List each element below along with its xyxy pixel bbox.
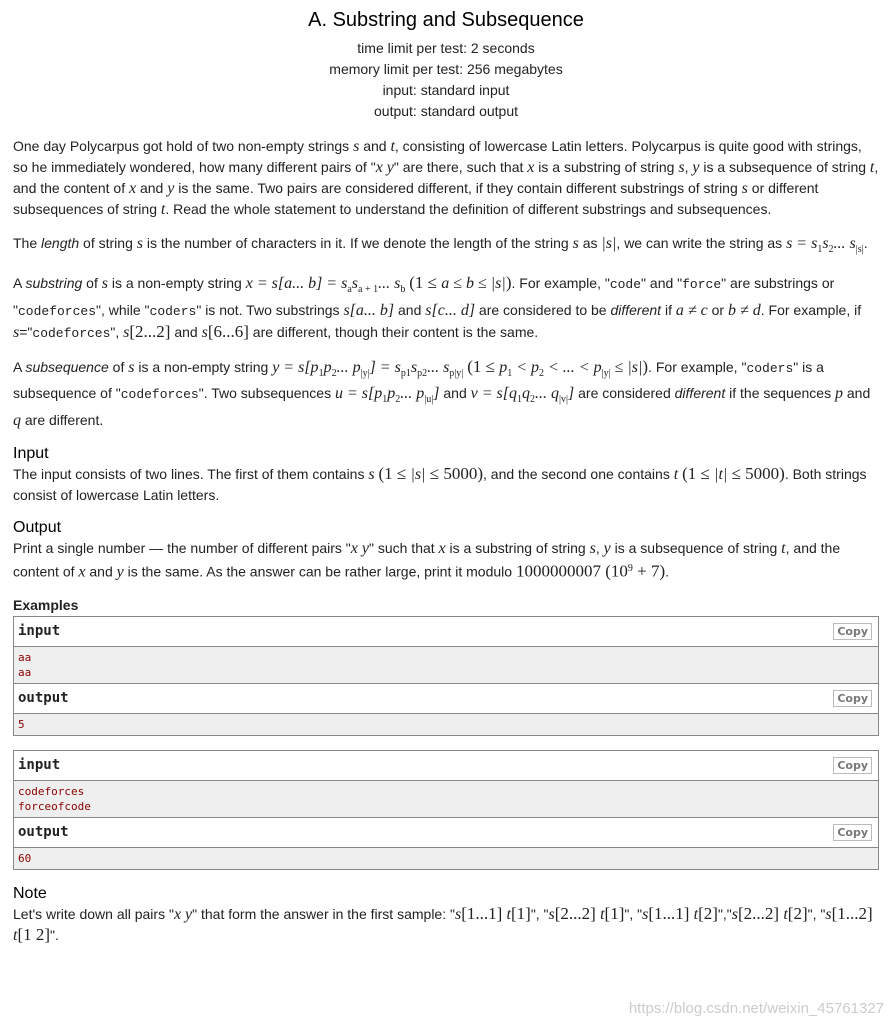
- math: t: [693, 905, 699, 923]
- output-label: output: [18, 690, 69, 707]
- text: ". Two subsequences: [198, 385, 335, 402]
- text: is a subsequence of string: [610, 540, 782, 557]
- subsequence-paragraph: [13, 357, 879, 432]
- subscript: |u|: [424, 394, 434, 406]
- math: x: [78, 563, 86, 581]
- math: |s|: [601, 235, 617, 252]
- math: s: [572, 235, 579, 252]
- text: One day Polycarpus got hold of two non-empty strings: [13, 138, 354, 154]
- text: Let's write down all pairs ": [13, 905, 174, 922]
- text: ", ": [807, 905, 826, 922]
- text: are considered: [574, 385, 675, 402]
- math: s: [13, 323, 20, 341]
- math: t: [600, 905, 605, 923]
- text: .: [863, 235, 868, 251]
- math: t: [390, 138, 395, 155]
- subscript: 1: [516, 394, 522, 406]
- math: s: [351, 274, 359, 292]
- math-number: [1]: [604, 903, 625, 923]
- text: " are substrings or ": [13, 274, 835, 318]
- math-number: [6...6]: [207, 321, 249, 341]
- copy-output-button[interactable]: Copy: [833, 690, 872, 707]
- math: s: [822, 235, 829, 252]
- text: or different subsequences of string: [13, 180, 819, 217]
- subscript: |s|: [855, 243, 864, 255]
- subscript: |y|: [601, 367, 611, 379]
- text: is a substring of string: [534, 159, 679, 175]
- text: ,: [684, 159, 693, 175]
- subscript: 1: [318, 367, 324, 379]
- copy-input-button[interactable]: Copy: [833, 623, 872, 640]
- math: v = s[q: [470, 385, 517, 403]
- math-number: [2]: [787, 903, 808, 923]
- output-data: [14, 714, 878, 735]
- emphasis: substring: [25, 274, 83, 291]
- math: s: [741, 180, 748, 197]
- input-spec: [13, 464, 879, 505]
- text: " is a subsequence of ": [13, 358, 824, 402]
- problem-limits: [13, 38, 879, 122]
- text: ".: [50, 926, 59, 943]
- math: s: [589, 540, 596, 558]
- output-header: [14, 818, 878, 848]
- math-number: [2...2]: [738, 903, 784, 923]
- input-data: [14, 647, 878, 684]
- output-line: 5: [18, 717, 25, 731]
- math: ] = s: [369, 358, 401, 376]
- legend-paragraph: [13, 136, 879, 220]
- output-file: output: standard output: [374, 103, 518, 119]
- text: , and the second one contains: [483, 466, 674, 483]
- text: and: [136, 180, 168, 196]
- text: , we can write the string as: [616, 235, 787, 251]
- math: b ≠ d: [727, 301, 761, 319]
- math: a ≠ c: [675, 301, 708, 319]
- math: < ... < p: [544, 358, 602, 376]
- math-number: [2]: [698, 903, 718, 923]
- math: y: [603, 540, 611, 558]
- text: of: [82, 274, 102, 291]
- math: s: [201, 323, 208, 341]
- text: The: [13, 235, 42, 251]
- code: coders: [149, 303, 197, 319]
- text: , and the content of: [13, 540, 841, 580]
- input-data: [14, 781, 878, 818]
- output-data: [14, 848, 878, 869]
- math: p: [499, 358, 508, 376]
- input-file: input: standard input: [382, 82, 510, 98]
- code: codeforces: [32, 325, 111, 341]
- math: ... q: [534, 385, 559, 403]
- math-number: [1]: [510, 903, 531, 923]
- watermark: https://blog.csdn.net/weixin_45761327: [628, 1000, 884, 1017]
- math-number: (1 ≤: [682, 464, 715, 484]
- subscript: a + 1: [358, 283, 379, 295]
- text: is a non-empty string: [134, 358, 273, 375]
- text: of: [108, 358, 129, 375]
- output-heading: Output: [13, 519, 62, 537]
- text: are considered to be: [475, 301, 611, 318]
- text: and: [394, 301, 426, 318]
- note-heading: Note: [13, 884, 47, 902]
- math: t: [783, 905, 788, 923]
- text: is the same. As the answer can be rather large, print it modulo: [123, 563, 516, 580]
- subscript: |v|: [558, 394, 568, 406]
- input-label: input: [18, 623, 61, 640]
- math: p: [834, 385, 843, 403]
- math: x y: [375, 159, 394, 176]
- text: is the same. Two pairs are considered different, if they contain different substrings of string: [174, 180, 742, 196]
- examples-heading: Examples: [13, 596, 79, 613]
- text: or: [707, 301, 728, 318]
- math: s: [128, 358, 135, 376]
- emphasis: subsequence: [25, 358, 109, 375]
- math-number: + 7): [632, 561, 666, 581]
- math: x: [128, 180, 137, 197]
- text: are different, though their content is the same.: [248, 323, 539, 340]
- code: coders: [746, 360, 794, 376]
- text: A: [13, 274, 26, 291]
- math: ... p: [336, 358, 361, 376]
- copy-output-button[interactable]: Copy: [833, 824, 872, 841]
- math: s: [678, 159, 685, 176]
- text: if the sequences: [725, 385, 835, 402]
- input-line: aa: [18, 665, 32, 679]
- text: ", ": [624, 905, 643, 922]
- math: y: [167, 180, 175, 197]
- math: s: [136, 235, 143, 252]
- math: ... s: [427, 358, 450, 376]
- math: p: [323, 358, 332, 376]
- text: . Read the whole statement to understand the definition of different substrings and subsequences.: [165, 201, 772, 217]
- text: ",: [110, 323, 124, 340]
- subscript: 2: [828, 243, 834, 255]
- text: =": [19, 323, 33, 340]
- subscript: 1: [507, 367, 513, 379]
- examples-list: [13, 616, 879, 870]
- math-number: 1000000007 (10: [515, 561, 628, 581]
- subscript: a: [347, 283, 352, 295]
- math-number: ≤ 5000): [727, 464, 785, 484]
- subscript: 2: [331, 367, 337, 379]
- math: t: [781, 540, 786, 558]
- math-number: ): [505, 272, 512, 292]
- math-number: [1...1]: [461, 903, 507, 923]
- math: y: [692, 159, 700, 176]
- math-number: [1...2]: [831, 903, 873, 923]
- math-number: ): [642, 356, 649, 376]
- math: x y: [350, 540, 369, 558]
- text: as: [578, 235, 602, 251]
- math: ... s: [833, 235, 856, 252]
- math: s: [353, 138, 360, 155]
- text: of string: [79, 235, 137, 251]
- text: ", while ": [96, 301, 150, 318]
- subscript: 2: [539, 367, 544, 379]
- math: a ≤ b ≤ |s|: [441, 274, 506, 292]
- emphasis: different: [674, 385, 726, 402]
- math: s: [368, 466, 375, 484]
- code: codeforces: [120, 387, 199, 403]
- code: force: [682, 276, 722, 292]
- subscript: 2: [529, 394, 535, 406]
- example-test: [13, 616, 879, 736]
- math: ≤ |s|: [610, 358, 643, 376]
- substring-paragraph: [13, 273, 879, 344]
- subscript: p1: [400, 367, 411, 379]
- code: codeforces: [17, 303, 96, 319]
- math-number: ≤ 5000): [425, 464, 484, 484]
- text: is a subsequence of string: [699, 159, 870, 175]
- math: ... s: [378, 274, 401, 292]
- text: " are there, such that: [393, 159, 528, 175]
- text: . For example, ": [648, 358, 747, 375]
- text: .: [665, 563, 670, 580]
- text: is the number of characters in it. If we denote the length of the string: [143, 235, 573, 251]
- math-number: (1 ≤: [409, 272, 442, 292]
- input-line: forceofcode: [18, 799, 91, 813]
- output-line: 60: [18, 851, 32, 865]
- input-heading: Input: [13, 445, 49, 463]
- math: x = s[a... b] = s: [245, 274, 348, 292]
- math: t: [673, 466, 679, 484]
- math: ... p: [400, 385, 425, 403]
- math: t: [506, 905, 511, 923]
- math-number: [2...2]: [554, 903, 601, 923]
- math-number: [1...1]: [648, 903, 694, 923]
- text: are different.: [21, 412, 104, 429]
- emphasis: length: [41, 235, 80, 251]
- math: q: [521, 385, 530, 403]
- subscript: p2: [417, 367, 428, 379]
- math: s[a... b]: [343, 301, 395, 319]
- text: ", ": [530, 905, 549, 922]
- math: < p: [512, 358, 539, 376]
- math-number: (1 ≤: [467, 356, 500, 376]
- math: p: [387, 385, 396, 403]
- input-header: [14, 617, 878, 647]
- math: q: [13, 412, 21, 430]
- text: and: [170, 323, 202, 340]
- text: " is not. Two substrings: [196, 301, 344, 318]
- math: s: [548, 905, 555, 923]
- text: ",": [717, 905, 732, 922]
- text: Print a single number — the number of different pairs ": [13, 540, 351, 557]
- input-label: input: [18, 757, 61, 774]
- text: . For example, ": [511, 274, 610, 291]
- problem-title: A. Substring and Subsequence: [308, 9, 584, 31]
- output-header: [14, 684, 878, 714]
- math: ]: [433, 385, 440, 403]
- math: y: [116, 563, 124, 581]
- emphasis: different: [610, 301, 662, 318]
- text: " that form the answer in the first sample: ": [192, 905, 455, 922]
- text: . Both strings consist of lowercase Latin letters.: [13, 466, 867, 504]
- math: x: [438, 540, 446, 558]
- math: s: [825, 905, 832, 923]
- math: |s|: [410, 466, 426, 484]
- math: s: [101, 274, 108, 292]
- text: is a non-empty string: [107, 274, 246, 291]
- math: s: [731, 905, 739, 923]
- math: s = s: [786, 235, 818, 252]
- subscript: |y|: [360, 367, 370, 379]
- math: |t|: [714, 466, 728, 484]
- subscript: 1: [817, 243, 823, 255]
- output-spec: [13, 538, 879, 583]
- math-number: (1 ≤: [378, 464, 411, 484]
- input-line: codeforces: [18, 784, 85, 798]
- text: , consisting of lowercase Latin letters. Polycarpus is quite good with strings, so he immediately wondered, how many different pairs of ": [13, 138, 862, 175]
- text: if: [661, 301, 676, 318]
- memory-limit: memory limit per test: 256 megabytes: [329, 61, 563, 77]
- subscript: 1: [382, 394, 388, 406]
- text: , and the content of: [13, 159, 879, 196]
- math: t: [160, 201, 166, 218]
- text: and: [85, 563, 117, 580]
- code: code: [609, 276, 642, 292]
- subscript: 2: [395, 394, 401, 406]
- text: A: [13, 358, 26, 375]
- math-number: [1 2]: [17, 924, 51, 944]
- length-paragraph: [13, 233, 879, 260]
- copy-input-button[interactable]: Copy: [833, 757, 872, 774]
- example-test: [13, 750, 879, 870]
- math: s[c... d]: [425, 301, 476, 319]
- text: . For example, if: [760, 301, 862, 318]
- math: ]: [568, 385, 575, 403]
- subscript: p|y|: [449, 367, 464, 379]
- math: u = s[p: [334, 385, 383, 403]
- text: and: [359, 138, 391, 154]
- math: s: [123, 323, 130, 341]
- math-number: [2...2]: [129, 321, 171, 341]
- text: ,: [595, 540, 604, 557]
- output-label: output: [18, 824, 69, 841]
- subscript: b: [400, 283, 406, 295]
- math: x y: [173, 905, 193, 923]
- text: The input consists of two lines. The first of them contains: [13, 466, 369, 483]
- math: y = s[p: [272, 358, 319, 376]
- input-line: aa: [18, 650, 32, 664]
- note-text: [13, 904, 879, 946]
- superscript: 9: [627, 563, 633, 575]
- math: s: [410, 358, 418, 376]
- text: is a substring of string: [445, 540, 590, 557]
- input-header: [14, 751, 878, 781]
- text: " such that: [368, 540, 439, 557]
- time-limit: time limit per test: 2 seconds: [357, 40, 535, 56]
- text: and: [842, 385, 871, 402]
- text: and: [439, 385, 471, 402]
- math: t: [13, 926, 18, 944]
- math: s: [642, 905, 649, 923]
- math: t: [869, 159, 875, 176]
- text: " and ": [641, 274, 683, 291]
- problem-statement: [0, 6, 892, 946]
- math: x: [527, 159, 535, 176]
- math: s: [454, 905, 462, 923]
